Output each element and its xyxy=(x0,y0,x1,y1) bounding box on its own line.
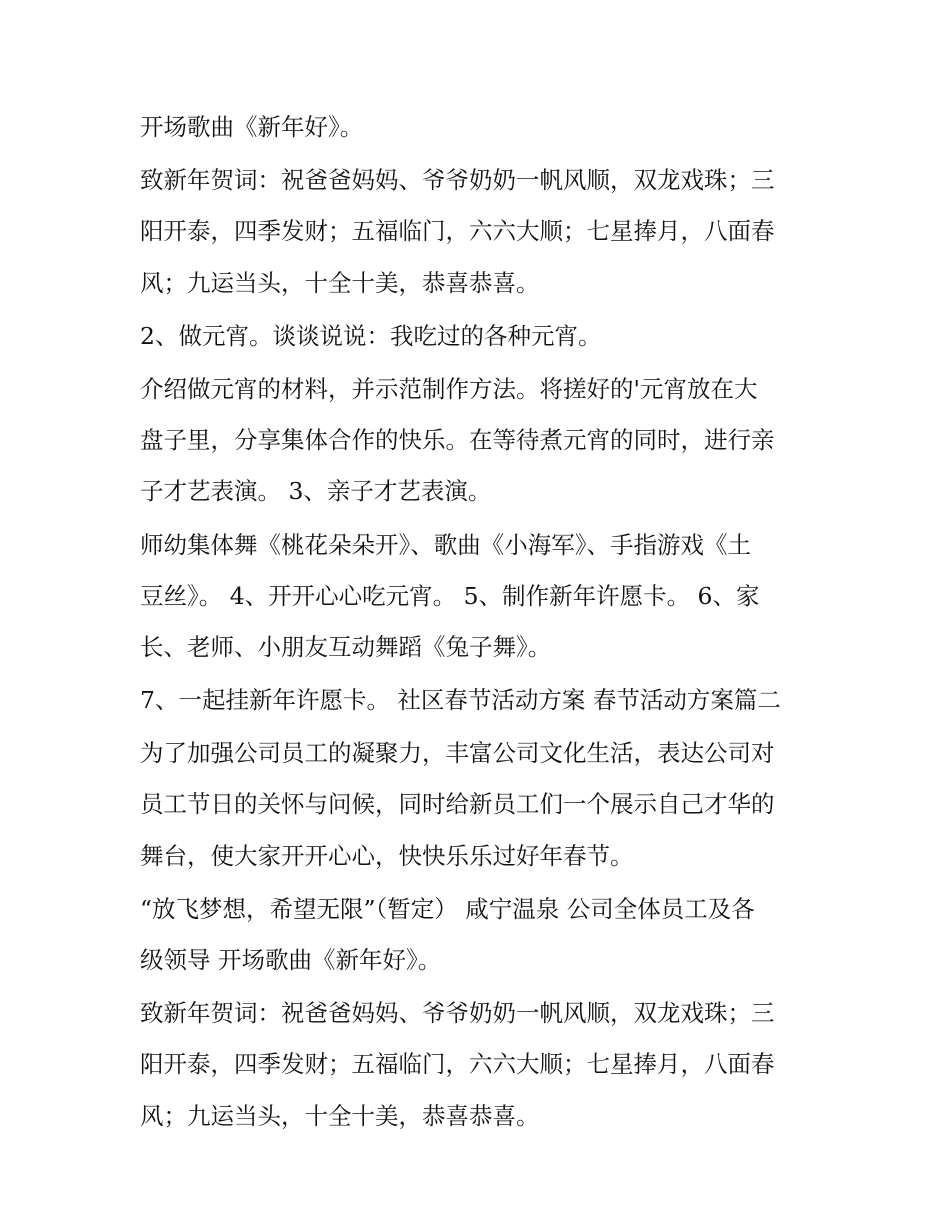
paragraph-opening-song xyxy=(140,102,820,153)
text-line: 盘子里，分享集体合作的快乐。在等待煮元宵的同时，进行亲 xyxy=(140,426,775,455)
paragraph-new-year-greeting xyxy=(140,155,820,309)
text-line: 师幼集体舞《桃花朵朵开》、歌曲《小海军》、手指游戏《土 xyxy=(140,530,751,559)
paragraph-wish-cards xyxy=(140,675,820,726)
text-line: 风；九运当头，十全十美，恭喜恭喜。 xyxy=(140,268,540,297)
text-line: 2、做元宵。谈谈说说：我吃过的各种元宵。 xyxy=(140,321,602,350)
text-line: 级领导 开场歌曲《新年好》。 xyxy=(140,946,442,974)
text-line: 阳开泰，四季发财；五福临门，六六大顺；七星捧月，八面春 xyxy=(140,217,775,246)
text-line: 长、老师、小朋友互动舞蹈《兔子舞》。 xyxy=(140,632,552,661)
paragraph-yuanxiao-intro xyxy=(140,364,820,518)
text-line: 员工节日的关怀与问候，同时给新员工们一个展示自己才华的 xyxy=(140,790,775,819)
text-line: 子才艺表演。 3、亲子才艺表演。 xyxy=(140,477,492,506)
paragraph-event-theme xyxy=(140,884,820,986)
paragraph-make-yuanxiao xyxy=(140,311,820,362)
paragraph-company-purpose xyxy=(140,728,820,882)
text-line: 介绍做元宵的材料，并示范制作方法。将搓好的'元宵放在大 xyxy=(140,374,758,403)
paragraph-performances xyxy=(140,520,820,674)
text-line: 开场歌曲《新年好》。 xyxy=(140,113,364,141)
text-line: 7、一起挂新年许愿卡。 社区春节活动方案 春节活动方案篇二 xyxy=(140,686,781,715)
paragraph-new-year-greeting-repeat xyxy=(140,988,820,1142)
text-line: 阳开泰，四季发财；五福临门，六六大顺；七星捧月，八面春 xyxy=(140,1050,775,1079)
text-line: 舞台，使大家开开心心，快快乐乐过好年春节。 xyxy=(140,841,634,870)
text-line: “放飞梦想，希望无限”（暂定） 咸宁温泉 公司全体员工及各 xyxy=(140,894,755,923)
text-line: 豆丝》。 4、开开心心吃元宵。 5、制作新年许愿卡。 6、家 xyxy=(140,581,760,610)
text-line: 致新年贺词：祝爸爸妈妈、爷爷奶奶一帆风顺，双龙戏珠；三 xyxy=(140,166,775,195)
document-body xyxy=(140,102,820,1144)
text-line: 风；九运当头，十全十美，恭喜恭喜。 xyxy=(140,1101,540,1130)
text-line: 致新年贺词：祝爸爸妈妈、爷爷奶奶一帆风顺，双龙戏珠；三 xyxy=(140,999,775,1028)
text-line: 为了加强公司员工的凝聚力，丰富公司文化生活，表达公司对 xyxy=(140,739,775,768)
